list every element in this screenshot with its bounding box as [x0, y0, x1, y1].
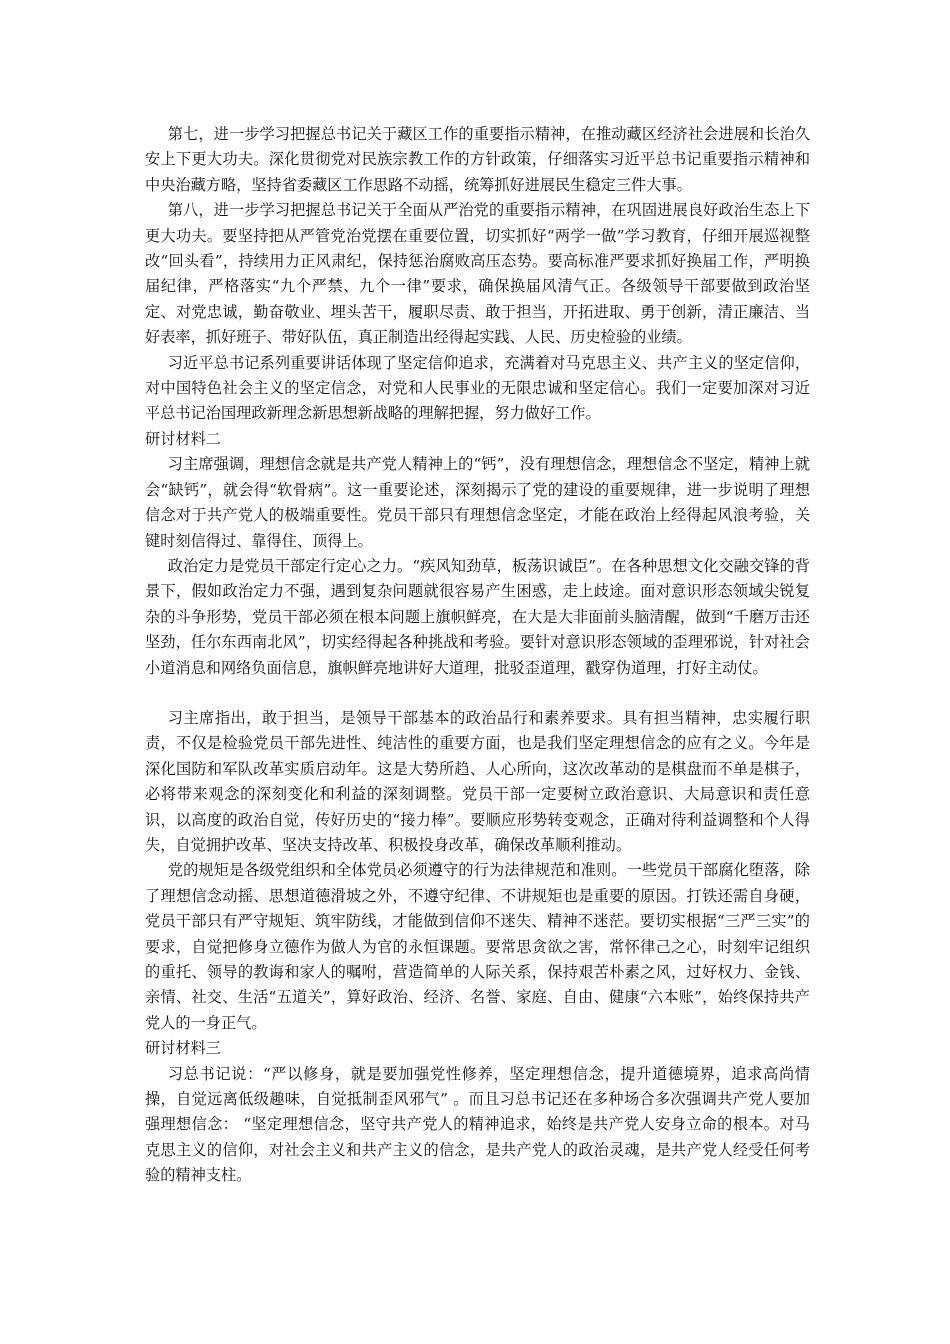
blank-line [145, 681, 810, 706]
paragraph-party-rules: 党的规矩是各级党组织和全体党员必须遵守的行为法律规范和准则。一些党员干部腐化堕落，除了理想信念动摇、思想道德滑坡之外，不遵守纪律、不讲规矩也是重要的原因。打铁还需自身硬，党员干部只有严守规矩、筑牢防线，才能做到信仰不迷失、精神不迷茫。要切实根据“三严三实”的要求，自觉把修身立德作为做人为官的永恒课题。要常思贪欲之害，常怀律己之心，时刻牢记组织的重托、领导的教诲和家人的嘱咐，营造简单的人际关系，保持艰苦朴素之风，过好权力、金钱、亲情、社交、生活“五道关”，算好政治、经济、名誉、家庭、自由、健康“六本账”，始终保持共产党人的一身正气。 [145, 861, 810, 1032]
paragraph-political-steadfastness: 政治定力是党员干部定行定心之力。“疾风知劲草，板荡识诚臣”。在各种思想文化交融交锋的背景下，假如政治定力不强，遇到复杂问题就很容易产生困惑，走上歧途。面对意识形态领域尖锐复杂的斗争形势，党员干部必须在根本问题上旗帜鲜亮，在大是大非面前头脑清醒，做到“千磨万击还坚劲，任尔东西南北风”，切实经得起各种挑战和考验。要针对意识形态领域的歪理邪说，针对社会小道消息和网络负面信息，旗帜鲜亮地讲好大道理，批驳歪道理，戳穿伪道理，打好主动仗。 [145, 556, 810, 677]
paragraph-self-cultivation: 习总书记说：“严以修身，就是要加强党性修养，坚定理想信念，提升道德境界，追求高尚情操，自觉远离低级趣味，自觉抵制歪风邪气” 。而且习总书记还在多种场合多次强调共产党人要加强理想信念： “坚定理想信念，坚守共产党人的精神追求，始终是共产党人安身立命的根本。对马克思主义的信仰，对社会主义和共产主义的信念，是共产党人的政治灵魂，是共产党人经受任何考验的精神支柱。 [145, 1064, 810, 1185]
paragraph-ideals-calcium: 习主席强调，理想信念就是共产党人精神上的“钙”，没有理想信念，理想信念不坚定，精神上就会“缺钙”，就会得“软骨病”。这一重要论述，深刻揭示了党的建设的重要规律，进一步说明了理想信念对于共产党人的极端重要性。党员干部只有理想信念坚定，才能在政治上经得起风浪考验，关键时刻信得过、靠得住、顶得上。 [145, 455, 810, 550]
paragraph-summary: 习近平总书记系列重要讲话体现了坚定信仰追求，充满着对马克思主义、共产主义的坚定信仰，对中国特色社会主义的坚定信念，对党和人民事业的无限忠诚和坚定信心。我们一定要加深对习近平总书记治国理政新理念新思想新战略的理解把握，努力做好工作。 [145, 353, 810, 423]
paragraph-eighth: 第八，进一步学习把握总书记关于全面从严治党的重要指示精神，在巩固进展良好政治生态上下更大功夫。要坚持把从严管党治党摆在重要位置，切实抓好“两学一做”学习教育，仔细开展巡视整改“回头看”，持续用力正风肃纪，保持惩治腐败高压态势。要高标准严要求抓好换届工作，严明换届纪律，严格落实“九个严禁、九个一律”要求，确保换届风清气正。各级领导干部要做到政治坚定、对党忠诚，勤奋敬业、埋头苦干，履职尽责、敢于担当，开拓进取、勇于创新，清正廉洁、当好表率，抓好班子、带好队伍，真正制造出经得起实践、人民、历史检验的业绩。 [145, 201, 810, 347]
section-heading-material-two: 研讨材料二 [145, 429, 221, 448]
section-heading-material-three: 研讨材料三 [145, 1039, 221, 1058]
document-body [145, 122, 810, 1189]
paragraph-seventh: 第七，进一步学习把握总书记关于藏区工作的重要指示精神，在推动藏区经济社会进展和长治久安上下更大功夫。深化贯彻党对民族宗教工作的方针政策，仔细落实习近平总书记重要指示精神和中央治藏方略，坚持省委藏区工作思路不动摇，统筹抓好进展民生稳定三件大事。 [145, 125, 810, 194]
paragraph-responsibility: 习主席指出，敢于担当，是领导干部基本的政治品行和素养要求。具有担当精神，忠实履行职责，不仅是检验党员干部先进性、纯洁性的重要方面，也是我们坚定理想信念的应有之义。今年是深化国防和军队改革实质启动年。这是大势所趋、人心所向，这次改革动的是棋盘而不单是棋子，必将带来观念的深刻变化和利益的深刻调整。党员干部一定要树立政治意识、大局意识和责任意识，以高度的政治自觉，传好历史的“接力棒”。要顺应形势转变观念，正确对待利益调整和个人得失，自觉拥护改革、坚决支持改革、积极投身改革，确保改革顺利推动。 [145, 708, 810, 854]
